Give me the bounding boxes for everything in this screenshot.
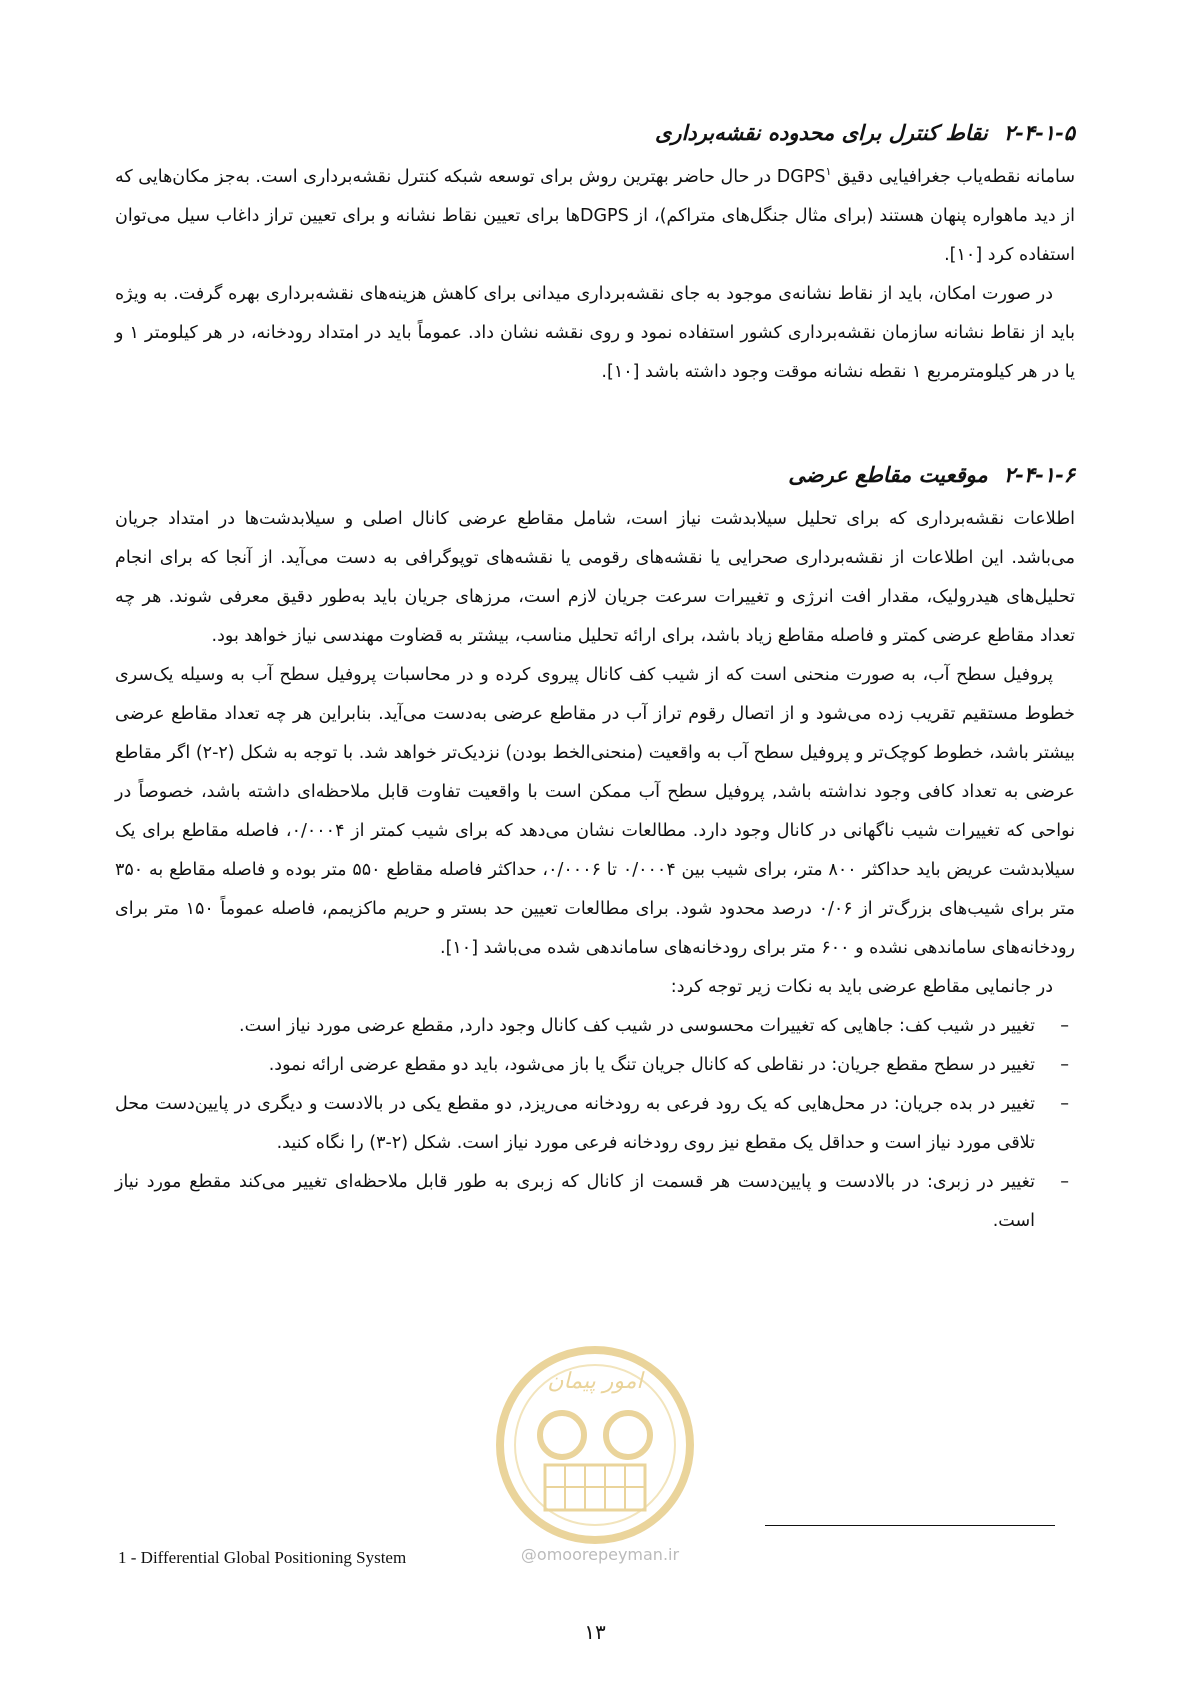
list-item: [115, 1085, 1075, 1163]
footnote: 1 - Differential Global Positioning System: [118, 1548, 407, 1567]
paragraph: در جانمایی مقاطع عرضی باید به نکات زیر توجه کرد:: [670, 977, 1053, 997]
bullet-marker: –: [1060, 1172, 1069, 1192]
list-item-text: تغییر در زبری: در بالادست و پایین‌دست هر قسمت از کانال که زبری به طور قابل ملاحظه‌ای تغییر می‌کند مقطع مورد نیاز است.: [115, 1172, 1035, 1231]
section-heading: [115, 118, 1075, 148]
section-control-points: [115, 118, 1075, 392]
footnote-ref[interactable]: ۱: [825, 165, 832, 179]
section-number: ۲-۴-۱-۵: [1003, 120, 1075, 145]
section-title: نقاط کنترل برای محدوده نقشه‌برداری: [655, 120, 988, 145]
bullet-list: [115, 1007, 1075, 1241]
watermark-url: @omoorepeyman.ir: [520, 1545, 680, 1564]
watermark-logo-icon: [490, 1340, 700, 1550]
list-item-text: تغییر در شیب کف: جاهایی که تغییرات محسوسی در شیب کف کانال وجود دارد, مقطع عرضی مورد نیاز است.: [239, 1016, 1035, 1036]
watermark-arc-text: امور پیمان: [547, 1369, 643, 1394]
section-number: ۲-۴-۱-۶: [1003, 462, 1075, 487]
paragraph: پروفیل سطح آب، به صورت منحنی است که از شیب کف کانال پیروی کرده و در محاسبات پروفیل سطح آب به وسیله یک‌سری خطوط مستقیم تقریب زده می‌شود و از اتصال رقوم تراز آب در مقاطع عرضی به‌دست می‌آید. بنابراین هر چه تعداد مقاطع عرضی بیشتر باشد، خطوط کوچک‌تر و پروفیل سطح آب به واقعیت (منحنی‌الخط بودن) نزدیک‌تر خواهد شد. با توجه به شکل (۲-۲) اگر مقاطع عرضی به تعداد کافی وجود نداشته باشد, پروفیل سطح آب ممکن است با واقعیت تفاوت قابل ملاحظه‌ای داشته باشد، خصوصاً در نواحی که تغییرات شیب ناگهانی در کانال وجود دارد. مطالعات نشان می‌دهد که برای شیب کمتر از ۰/۰۰۰۴، فاصله مقاطع برای یک سیلابدشت عریض باید حداکثر ۸۰۰ متر، برای شیب بین ۰/۰۰۰۴ تا ۰/۰۰۰۶، حداکثر فاصله مقاطع ۵۵۰ متر بوده و فاصله مقاطع به ۳۵۰ متر برای شیب‌های بزرگ‌تر از ۰/۰۶ درصد محدود شود. برای مطالعات تعیین حد بستر و حریم ماکزیمم، فاصله عموماً ۱۵۰ متر برای رودخانه‌های ساماندهی نشده و ۶۰۰ متر برای رودخانه‌های ساماندهی شده می‌باشد [۱۰].: [115, 665, 1076, 958]
paragraph: اطلاعات نقشه‌برداری که برای تحلیل سیلابدشت نیاز است، شامل مقاطع عرضی کانال اصلی و سیلابدشت‌ها در امتداد جریان می‌باشد. این اطلاعات از نقشه‌برداری صحرایی یا نقشه‌های رقومی یا نقشه‌های توپوگرافی به دست می‌آید. از آنجا که برای انجام تحلیل‌های هیدرولیک، مقدار افت انرژی و تغییرات سرعت جریان لازم است، مرزهای جریان باید به‌طور دقیق معرفی شوند. هر چه تعداد مقاطع عرضی کمتر و فاصله مقاطع زیاد باشد، برای ارائه تحلیل مناسب، بیشتر به قضاوت مهندسی نیاز خواهد بود.: [115, 509, 1075, 646]
section-cross-sections: [115, 460, 1075, 1241]
list-item: [115, 1007, 1075, 1046]
section-title: موقعیت مقاطع عرضی: [788, 462, 988, 487]
page-number: ۱۳: [584, 1620, 606, 1644]
paragraph-text: سامانه نقطه‌یاب جغرافیایی دقیق DGPS: [776, 167, 1076, 187]
footnote-divider: [765, 1525, 1055, 1526]
section-heading: [115, 460, 1075, 490]
paragraph: در صورت امکان، باید از نقاط نشانه‌ی موجود به جای نقشه‌برداری میدانی برای کاهش هزینه‌های نقشه‌برداری بهره گرفت. به ویژه باید از نقاط نشانه سازمان نقشه‌برداری کشور استفاده نمود و روی نقشه نشان داد. عموماً باید در امتداد رودخانه، در هر کیلومتر ۱ و یا در هر کیلومترمربع ۱ نقطه نشانه موقت وجود داشته باشد [۱۰].: [115, 284, 1075, 382]
bullet-marker: –: [1060, 1094, 1069, 1114]
list-item-text: تغییر در بده جریان: در محل‌هایی که یک رود فرعی به رودخانه می‌ریزد, دو مقطع یکی در بالادست و دیگری در پایین‌دست محل تلاقی مورد نیاز است و حداقل یک مقطع نیز روی رودخانه فرعی مورد نیاز است. شکل (۲-۳) را نگاه کنید.: [115, 1094, 1035, 1153]
bullet-marker: –: [1060, 1055, 1069, 1075]
paragraph: [115, 158, 1075, 275]
list-item-text: تغییر در سطح مقطع جریان: در نقاطی که کانال جریان تنگ یا باز می‌شود، باید دو مقطع عرضی ارائه نمود.: [268, 1055, 1035, 1075]
paragraph-text: در حال حاضر بهترین روش برای توسعه شبکه کنترل نقشه‌برداری است. به‌جز مکان‌هایی که از دید ماهواره پنهان هستند (برای مثال جنگل‌های متراکم)، از DGPSها برای تعیین نقاط نشانه و برای تعیین تراز داغاب سیل می‌توان استفاده کرد [۱۰].: [115, 167, 1075, 265]
bullet-marker: –: [1060, 1016, 1069, 1036]
list-item: [115, 1046, 1075, 1085]
list-item: [115, 1163, 1075, 1241]
